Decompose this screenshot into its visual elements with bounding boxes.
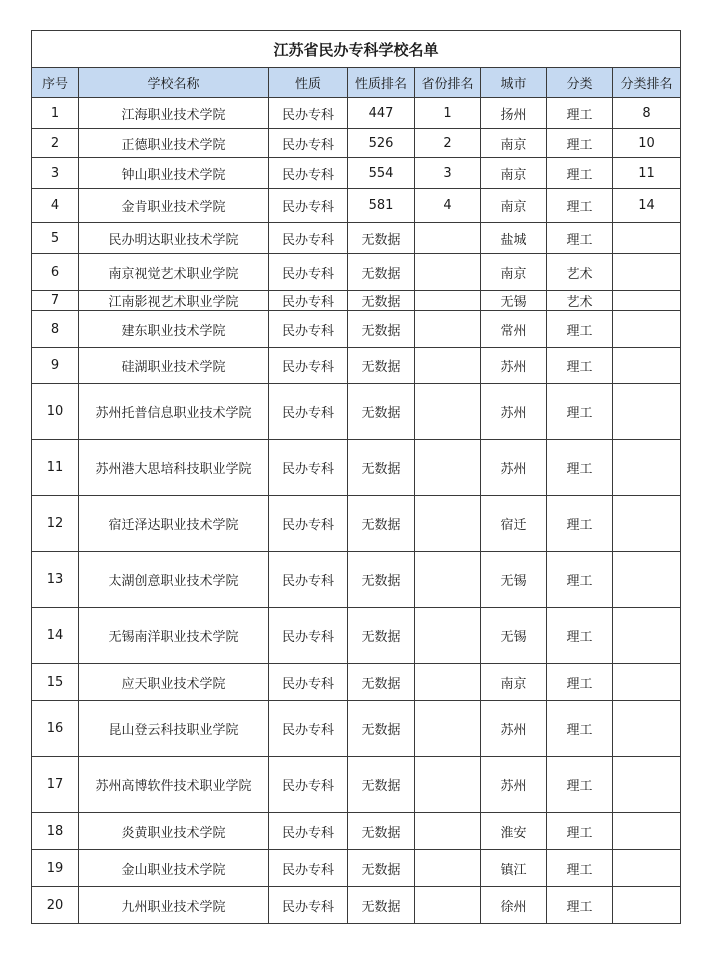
cell-nature-rank: 无数据: [348, 701, 415, 757]
table-row: [32, 129, 681, 158]
column-header-nature-rank: 性质排名: [348, 68, 415, 98]
cell-city: 南京: [481, 664, 547, 701]
cell-category: 理工: [547, 348, 613, 384]
cell-nature: 民办专科: [269, 608, 348, 664]
cell-city: 苏州: [481, 348, 547, 384]
table-row: [32, 158, 681, 189]
cell-category-rank: [613, 384, 681, 440]
cell-nature: 民办专科: [269, 189, 348, 223]
cell-category: 理工: [547, 98, 613, 129]
cell-nature-rank: 526: [348, 129, 415, 158]
cell-nature-rank: 无数据: [348, 440, 415, 496]
cell-nature: 民办专科: [269, 223, 348, 254]
cell-index: 14: [32, 608, 79, 664]
cell-city: 徐州: [481, 887, 547, 924]
table-row: [32, 552, 681, 608]
cell-nature-rank: 无数据: [348, 552, 415, 608]
cell-category-rank: 11: [613, 158, 681, 189]
cell-city: 南京: [481, 158, 547, 189]
cell-nature-rank: 无数据: [348, 223, 415, 254]
cell-province-rank: [415, 552, 481, 608]
cell-nature: 民办专科: [269, 757, 348, 813]
cell-nature-rank: 无数据: [348, 887, 415, 924]
cell-city: 镇江: [481, 850, 547, 887]
cell-city: 盐城: [481, 223, 547, 254]
cell-province-rank: [415, 348, 481, 384]
cell-city: 扬州: [481, 98, 547, 129]
cell-category: 理工: [547, 496, 613, 552]
cell-nature-rank: 无数据: [348, 664, 415, 701]
cell-school-name: 南京视觉艺术职业学院: [79, 254, 269, 291]
table-row: [32, 384, 681, 440]
cell-index: 13: [32, 552, 79, 608]
cell-school-name: 炎黄职业技术学院: [79, 813, 269, 850]
cell-category-rank: [613, 440, 681, 496]
cell-index: 9: [32, 348, 79, 384]
cell-category-rank: [613, 887, 681, 924]
cell-category: 理工: [547, 757, 613, 813]
table-title: 江苏省民办专科学校名单: [32, 31, 681, 68]
cell-city: 淮安: [481, 813, 547, 850]
cell-nature: 民办专科: [269, 311, 348, 348]
cell-category: 理工: [547, 664, 613, 701]
column-header-province-rank: 省份排名: [415, 68, 481, 98]
cell-category-rank: 14: [613, 189, 681, 223]
table-row: [32, 440, 681, 496]
cell-nature-rank: 无数据: [348, 608, 415, 664]
table-row: [32, 223, 681, 254]
cell-school-name: 金山职业技术学院: [79, 850, 269, 887]
cell-index: 18: [32, 813, 79, 850]
cell-nature-rank: 无数据: [348, 348, 415, 384]
cell-nature: 民办专科: [269, 850, 348, 887]
cell-school-name: 苏州托普信息职业技术学院: [79, 384, 269, 440]
cell-city: 苏州: [481, 757, 547, 813]
cell-city: 苏州: [481, 701, 547, 757]
cell-category: 理工: [547, 552, 613, 608]
cell-index: 5: [32, 223, 79, 254]
cell-nature: 民办专科: [269, 98, 348, 129]
cell-category: 理工: [547, 129, 613, 158]
cell-category-rank: [613, 608, 681, 664]
cell-index: 15: [32, 664, 79, 701]
table-row: [32, 98, 681, 129]
cell-nature-rank: 无数据: [348, 254, 415, 291]
cell-city: 南京: [481, 129, 547, 158]
cell-nature: 民办专科: [269, 158, 348, 189]
cell-index: 20: [32, 887, 79, 924]
cell-category-rank: [613, 291, 681, 311]
cell-category: 理工: [547, 813, 613, 850]
cell-nature-rank: 无数据: [348, 384, 415, 440]
table-row: [32, 291, 681, 311]
cell-city: 南京: [481, 189, 547, 223]
cell-category: 理工: [547, 384, 613, 440]
cell-category: 理工: [547, 850, 613, 887]
cell-school-name: 昆山登云科技职业学院: [79, 701, 269, 757]
table-row: [32, 701, 681, 757]
cell-index: 2: [32, 129, 79, 158]
cell-province-rank: 3: [415, 158, 481, 189]
cell-category-rank: 10: [613, 129, 681, 158]
cell-school-name: 应天职业技术学院: [79, 664, 269, 701]
cell-city: 苏州: [481, 440, 547, 496]
table-row: [32, 664, 681, 701]
column-header-school-name: 学校名称: [79, 68, 269, 98]
cell-nature-rank: 581: [348, 189, 415, 223]
table-row: [32, 254, 681, 291]
cell-school-name: 宿迁泽达职业技术学院: [79, 496, 269, 552]
cell-nature: 民办专科: [269, 348, 348, 384]
cell-city: 宿迁: [481, 496, 547, 552]
cell-school-name: 苏州高博软件技术职业学院: [79, 757, 269, 813]
cell-school-name: 江南影视艺术职业学院: [79, 291, 269, 311]
cell-province-rank: 1: [415, 98, 481, 129]
cell-province-rank: [415, 291, 481, 311]
cell-category-rank: 8: [613, 98, 681, 129]
cell-province-rank: [415, 701, 481, 757]
cell-index: 4: [32, 189, 79, 223]
cell-school-name: 九州职业技术学院: [79, 887, 269, 924]
cell-nature-rank: 无数据: [348, 291, 415, 311]
cell-province-rank: [415, 496, 481, 552]
cell-category-rank: [613, 664, 681, 701]
column-header-category-rank: 分类排名: [613, 68, 681, 98]
cell-nature: 民办专科: [269, 701, 348, 757]
cell-nature-rank: 无数据: [348, 757, 415, 813]
column-header-nature: 性质: [269, 68, 348, 98]
cell-index: 19: [32, 850, 79, 887]
cell-category: 理工: [547, 189, 613, 223]
cell-category-rank: [613, 850, 681, 887]
column-header-index: 序号: [32, 68, 79, 98]
cell-nature-rank: 无数据: [348, 850, 415, 887]
cell-index: 7: [32, 291, 79, 311]
cell-city: 常州: [481, 311, 547, 348]
cell-index: 16: [32, 701, 79, 757]
cell-city: 无锡: [481, 608, 547, 664]
cell-city: 苏州: [481, 384, 547, 440]
cell-category: 理工: [547, 158, 613, 189]
column-header-city: 城市: [481, 68, 547, 98]
table-row: [32, 887, 681, 924]
cell-school-name: 无锡南洋职业技术学院: [79, 608, 269, 664]
cell-category: 理工: [547, 311, 613, 348]
cell-province-rank: [415, 311, 481, 348]
cell-category-rank: [613, 311, 681, 348]
cell-school-name: 民办明达职业技术学院: [79, 223, 269, 254]
table-row: [32, 311, 681, 348]
cell-category: 艺术: [547, 254, 613, 291]
cell-category: 理工: [547, 223, 613, 254]
cell-province-rank: [415, 254, 481, 291]
school-list-table: [31, 30, 681, 924]
table-row: [32, 348, 681, 384]
table-row: [32, 850, 681, 887]
cell-province-rank: [415, 440, 481, 496]
cell-category-rank: [613, 348, 681, 384]
cell-province-rank: [415, 850, 481, 887]
table-body: [32, 98, 681, 924]
cell-index: 3: [32, 158, 79, 189]
cell-index: 8: [32, 311, 79, 348]
cell-province-rank: [415, 223, 481, 254]
cell-category: 理工: [547, 608, 613, 664]
cell-nature: 民办专科: [269, 552, 348, 608]
cell-index: 1: [32, 98, 79, 129]
cell-index: 6: [32, 254, 79, 291]
cell-category-rank: [613, 496, 681, 552]
cell-province-rank: [415, 664, 481, 701]
cell-index: 12: [32, 496, 79, 552]
cell-category-rank: [613, 254, 681, 291]
cell-category: 艺术: [547, 291, 613, 311]
cell-nature: 民办专科: [269, 664, 348, 701]
cell-province-rank: [415, 608, 481, 664]
cell-nature: 民办专科: [269, 887, 348, 924]
cell-school-name: 硅湖职业技术学院: [79, 348, 269, 384]
cell-category: 理工: [547, 440, 613, 496]
cell-category-rank: [613, 223, 681, 254]
cell-school-name: 太湖创意职业技术学院: [79, 552, 269, 608]
cell-nature: 民办专科: [269, 496, 348, 552]
cell-category-rank: [613, 701, 681, 757]
cell-nature-rank: 554: [348, 158, 415, 189]
cell-city: 南京: [481, 254, 547, 291]
cell-school-name: 苏州港大思培科技职业学院: [79, 440, 269, 496]
cell-school-name: 建东职业技术学院: [79, 311, 269, 348]
cell-category-rank: [613, 757, 681, 813]
cell-province-rank: [415, 813, 481, 850]
table-row: [32, 813, 681, 850]
cell-nature-rank: 447: [348, 98, 415, 129]
cell-province-rank: [415, 384, 481, 440]
cell-province-rank: [415, 757, 481, 813]
cell-school-name: 正德职业技术学院: [79, 129, 269, 158]
table-row: [32, 189, 681, 223]
cell-city: 无锡: [481, 291, 547, 311]
table-row: [32, 757, 681, 813]
cell-category-rank: [613, 813, 681, 850]
cell-nature: 民办专科: [269, 254, 348, 291]
cell-index: 10: [32, 384, 79, 440]
cell-category: 理工: [547, 701, 613, 757]
cell-nature: 民办专科: [269, 384, 348, 440]
cell-index: 11: [32, 440, 79, 496]
header-row: [32, 68, 681, 98]
table-row: [32, 496, 681, 552]
column-header-category: 分类: [547, 68, 613, 98]
cell-nature: 民办专科: [269, 813, 348, 850]
cell-school-name: 江海职业技术学院: [79, 98, 269, 129]
cell-nature: 民办专科: [269, 440, 348, 496]
cell-school-name: 金肯职业技术学院: [79, 189, 269, 223]
cell-nature-rank: 无数据: [348, 496, 415, 552]
cell-nature: 民办专科: [269, 129, 348, 158]
cell-province-rank: 4: [415, 189, 481, 223]
table-row: [32, 608, 681, 664]
cell-category-rank: [613, 552, 681, 608]
cell-index: 17: [32, 757, 79, 813]
cell-city: 无锡: [481, 552, 547, 608]
cell-nature: 民办专科: [269, 291, 348, 311]
cell-school-name: 钟山职业技术学院: [79, 158, 269, 189]
cell-province-rank: [415, 887, 481, 924]
cell-nature-rank: 无数据: [348, 813, 415, 850]
cell-category: 理工: [547, 887, 613, 924]
cell-nature-rank: 无数据: [348, 311, 415, 348]
cell-province-rank: 2: [415, 129, 481, 158]
